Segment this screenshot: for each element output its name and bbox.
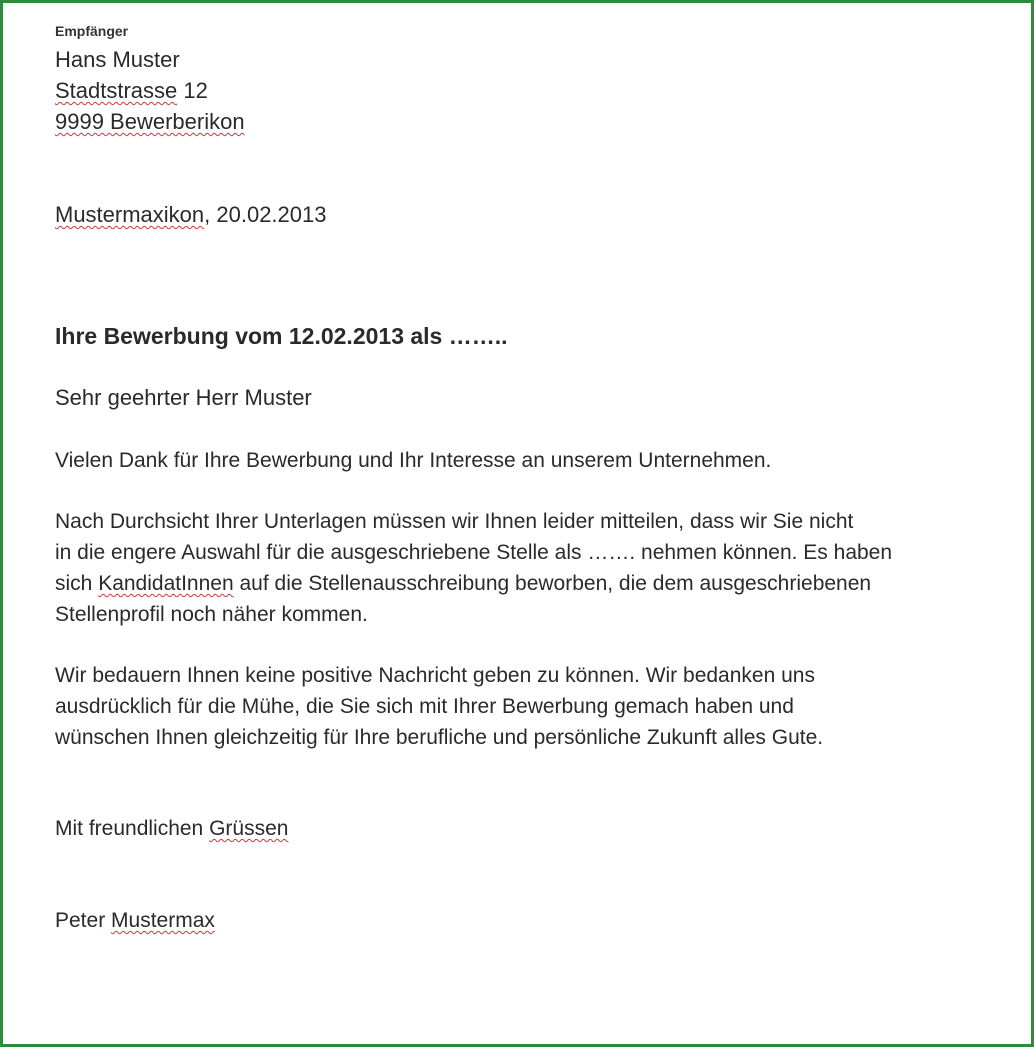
recipient-street-name: Stadtstrasse — [55, 78, 178, 103]
recipient-street-number: 12 — [177, 78, 208, 103]
recipient-street — [55, 76, 208, 106]
closing-word: Grüssen — [209, 817, 289, 840]
date-value: , 20.02.2013 — [204, 202, 327, 227]
recipient-city-text: 9999 Bewerberikon — [55, 109, 245, 134]
paragraph-regret-line-1: Wir bedauern Ihnen keine positive Nachricht geben zu können. Wir bedanken uns — [55, 664, 815, 687]
paragraph-regret-line-3: wünschen Ihnen gleichzeitig für Ihre berufliche und persönliche Zukunft alles Gute. — [55, 726, 824, 749]
date-place: Mustermaxikon — [55, 202, 205, 227]
closing-line — [55, 814, 288, 844]
paragraph-thanks: Vielen Dank für Ihre Bewerbung und Ihr Interesse an unserem Unternehmen. — [55, 449, 772, 472]
paragraph-rejection-line-2: in die engere Auswahl für die ausgeschriebene Stelle als ……. nehmen können. Es haben — [55, 541, 893, 564]
date-line — [55, 200, 327, 230]
subject-line: Ihre Bewerbung vom 12.02.2013 als …….. — [55, 323, 508, 349]
salutation: Sehr geehrter Herr Muster — [55, 385, 312, 410]
paragraph-regret-line-2: ausdrücklich für die Mühe, die Sie sich mit Ihrer Bewerbung gemach haben und — [55, 695, 794, 718]
paragraph-regret — [55, 660, 1030, 753]
signature-line — [55, 906, 215, 936]
line3-end: auf die Stellenausschreibung beworben, die dem ausgeschriebenen — [233, 572, 872, 595]
line3-start: sich — [55, 572, 99, 595]
signature-first: Peter — [55, 909, 112, 932]
paragraph-rejection-line-3 — [55, 568, 1030, 599]
paragraph-rejection-line-1: Nach Durchsicht Ihrer Unterlagen müssen wir Ihnen leider mitteilen, dass wir Sie nicht — [55, 510, 854, 533]
signature-last: Mustermax — [111, 909, 215, 932]
closing-start: Mit freundlichen — [55, 817, 210, 840]
paragraph-rejection-line-4: Stellenprofil noch näher kommen. — [55, 603, 368, 626]
candidates-word: KandidatInnen — [98, 572, 234, 595]
paragraph-rejection — [55, 506, 1030, 630]
recipient-name: Hans Muster — [55, 47, 180, 72]
recipient-label: Empfänger — [55, 23, 129, 39]
recipient-city — [55, 107, 245, 137]
